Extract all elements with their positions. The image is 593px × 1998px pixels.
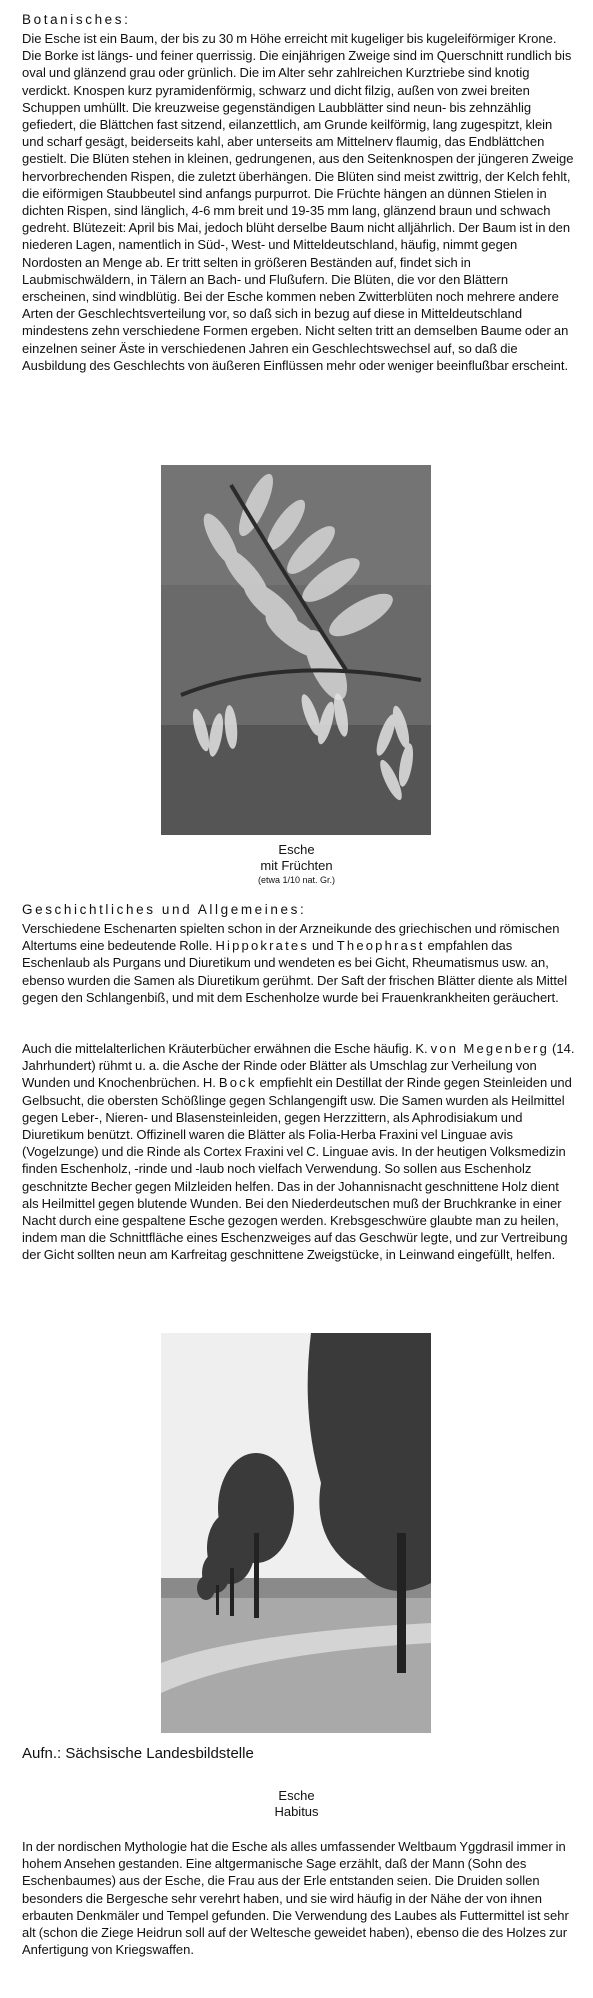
ash-branch-image (161, 465, 431, 835)
name-von-megenberg: von Megenberg (430, 1041, 550, 1056)
heading-botanik: Botanisches: (22, 12, 131, 27)
name-theophrast: Theophrast (336, 938, 425, 954)
paragraph-botanik: Die Esche ist ein Baum, der bis zu 30 m Höhe erreicht mit kugeliger bis kugeleiförmiger Krone. Die Borke ist längs- und feiner querrissig. Die einjährigen Zweige sind im Querschnitt rundlich bis oval und glänzend grau oder grünlich. Die im Alter sehr zahlreichen Kurztriebe sind knotig verdickt. Knospen kurz pyramidenförmig, schwarz und dicht filzig, außen von zwei breiten Schuppen umhüllt. Die kreuzweise gegenständigen Laubblätter sind neun- bis zehnzählig gefiedert, die Blättchen fast sitzend, eilanzettlich, am Grunde keilförmig, lang zugespitzt, klein und scharf gesägt, beiderseits kahl, aber unterseits am Mittelnerv flaumig, das Endblättchen gestielt. Die Blüten stehen in kleinen, gedrungenen, aus den Seitenknospen der jüngeren Zweige hervorbrechenden Rispen, die zuletzt überhängen. Die Blüten sind meist zwittrig, der Kelch fehlt, die eiförmigen Staubbeutel sind anfangs purpurrot. Die Früchte hängen an dünnen Stielen in dichten Rispen, sind länglich, 4-6 mm breit und 19-35 mm lang, glänzend braun und schwach gedreht. Blütezeit: April bis Mai, jedoch blüht derselbe Baum nicht alljährlich. Der Baum ist in den niederen Lagen, namentlich in Süd-, West- und Mitteldeutschland, häufig, nimmt gegen Nordosten an Menge ab. Er tritt selten in größeren Beständen auf, findet sich in Laubmischwäldern, in Tälern an Bach- und Flußufern. Die Blüten, die vor den Blättern erscheinen, sind windblütig. Bei der Esche kommen neben Zwitterblüten noch mehrere andere Arten der Geschlechtsverteilung vor, so daß sich in bezug auf diese in Mitteldeutschland mindestens zehn verschiedene Formen ergeben. Nicht selten tritt an demselben Baume oder an einzelnen seiner Äste in verschiedenen Jahren ein Geschlechtswechsel auf, so daß die Ausbildung des Geschlechts von äußeren Einflüssen mehr oder weniger beeinflußbar erscheint. (22, 31, 574, 373)
paragraph-geschichte-1 (22, 920, 575, 1006)
text-segment: empfahlen das Eschenlaub als Purgans und Diuretikum und wendeten es bei Gicht, Rheumatismus usw. an, ebenso wurden die Samen als Diuretikum gerühmt. Der Saft der frischen Blätter diente als Mittel gegen den Schlangenbiß, und mit dem Eschenholze wurde bei Frauenkrankheiten geräuchert. (22, 938, 568, 1005)
caption-figure-1 (0, 842, 593, 886)
photo-ash-tree-habit (161, 1333, 431, 1733)
caption-figure-2 (0, 1788, 593, 1820)
text-segment: und (309, 938, 337, 954)
ash-trees-image (161, 1333, 431, 1733)
photo-credit: Aufn.: Sächsische Landesbildstelle (22, 1745, 254, 1762)
paragraph-mythologie: In der nordischen Mythologie hat die Esche als alles umfassender Weltbaum Yggdrasil immer in hohem Ansehen gestanden. Eine altgermanische Sage erzählt, daß der Mann (Sohn des Eschenbaumes) aus der Esche, die Frau aus der Erle entstanden seien. Die Druiden sollen besonders die Bergesche sehr verehrt haben, und sie wird häufig in der Nähe der von ihnen erbauten Denkmäler und Tempel gefunden. Die Verwendung des Laubes als Futtermittel ist sehr alt (schon die Ziege Heidrun soll auf der Weltesche geweidet haben), ebenso die des Holzes zur Anfertigung von Kriegswaffen. (22, 1839, 569, 1958)
text-segment: Verschiedene Eschenarten spielten schon in der Arzneikunde des griechischen und römischen Altertums eine bedeutende Rolle. (22, 921, 560, 954)
caption-figure-1-line2: mit Früchten (260, 858, 333, 873)
paragraph-geschichte-2 (22, 1040, 575, 1264)
text-segment: empfiehlt ein Destillat der Rinde gegen Steinleiden und Gelbsucht, die obersten Schößlinge gegen Schlangengift usw. Die Samen wurden als Heilmittel gegen Leber-, Nieren- und Blasensteinleiden, gegen Herzzittern, als Aphrodisiakum und Diuretikum benützt. Offizinell waren die Blätter als Folia-Herba Fraxini vel Linguae avis (Vogelzunge) und die Rinde als Cortex Fraxini vel C. Linguae avis. In der heutigen Volksmedizin finden Eschenholz, -rinde und -laub noch vielfach Verwendung. So sollen aus Eschenholz geschnitzte Becher gegen Milzleiden helfen. Das in der Johannisnacht geschnittene Holz dient als Heilmittel gegen blutende Wunden. Bei den Niederdeutschen muß der Bruchkranke in einer Nacht durch eine gespaltene Esche gezogen werden. Krebsgeschwüre glaubte man zu heilen, indem man die Schnittfläche eines Eschenzweiges auf das Geschwür legte, und zur Vertreibung der Gicht sollten neun am Karfreitag geschnittene Zweigstücke, in Leinwand eingefüllt, helfen. (22, 1075, 572, 1263)
heading-geschichte: Geschichtliches und Allgemeines: (22, 902, 307, 917)
photo-ash-branch-fruits (161, 465, 431, 835)
text-segment: Auch die mittelalterlichen Kräuterbücher erwähnen die Esche häufig. K. (22, 1041, 431, 1056)
name-hippokrates: Hippokrates (215, 938, 310, 954)
name-bock: Bock (218, 1075, 257, 1091)
caption-figure-1-line1: Esche (278, 842, 315, 857)
caption-figure-2-line1: Esche (278, 1788, 315, 1803)
text-segment: (14. Jahrhundert) rühmt u. a. die Asche der Rinde oder Blätter als Umschlag zur Verheilung von Wunden und Knochenbrüchen. H. (22, 1041, 575, 1091)
caption-figure-1-scale: (etwa 1/10 nat. Gr.) (257, 875, 336, 885)
caption-figure-2-line2: Habitus (274, 1804, 319, 1819)
